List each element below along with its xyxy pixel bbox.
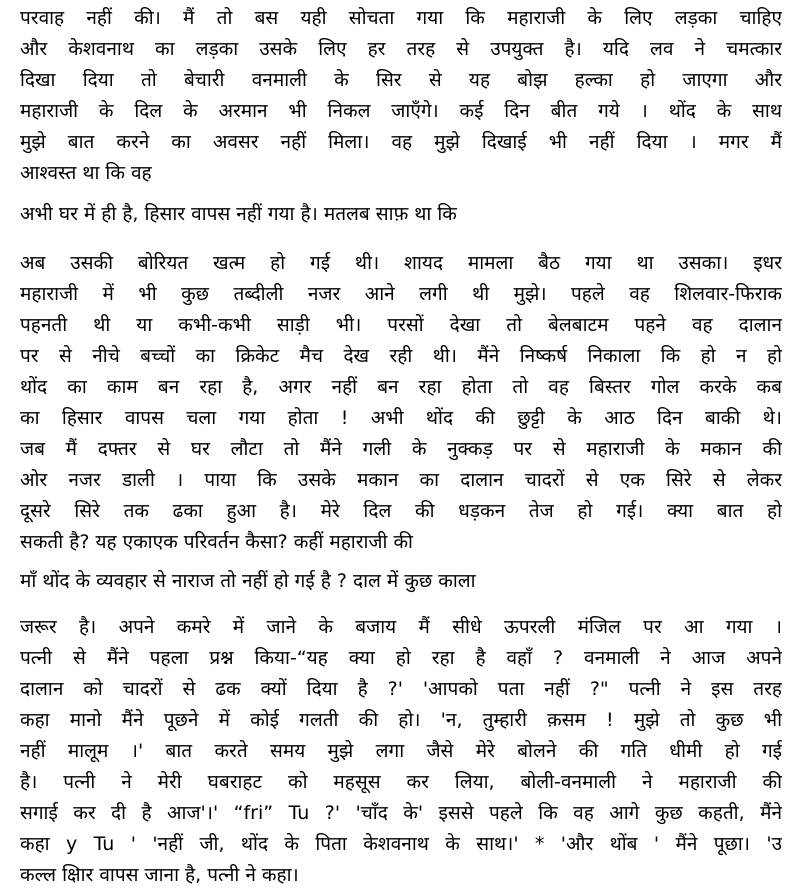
text-line: कहा y Tu ' 'नहीं जी, थोंद के पिता केशवनाथ के साथ।' * 'और थोंब ' मैंने पूछा। 'उ	[20, 833, 782, 855]
text-line: है। पत्नी ने मेरी घबराहट को महसूस कर लिया, बोली-वनमाली ने महाराजी की	[20, 771, 782, 793]
text-line: पत्नी से मैंने पहला प्रश्न किया-“यह क्या हो रहा है वहाँ ? वनमाली ने आज अपने	[20, 647, 782, 669]
text-line: दालान को चादरों से ढक क्यों दिया है ?' 'आपको पता नहीं ?" पत्नी ने इस तरह	[20, 678, 782, 700]
text-line: कल्ल क्षिार वापस जाना है, पत्नी ने कहा।	[20, 864, 299, 886]
text-line: थोंद का काम बन रहा है, अगर नहीं बन रहा होता तो वह बिस्तर गोल करके कब	[20, 376, 782, 398]
text-line: सगाई कर दी है आज'।' “fri” Tu ?' 'चाँद के' इससे पहले कि वह आगे कुछ कहती, मैंने	[20, 802, 782, 824]
text-line: नहीं मालूम ।' बात करते समय मुझे लगा जैसे मेरे बोलने की गति धीमी हो गई	[20, 740, 782, 762]
text-line: सकती है? यह एकाएक परिवर्तन कैसा? कहीं महाराजी की	[20, 531, 413, 553]
text-line: मुझे बात करने का अवसर नहीं मिला। वह मुझे दिखाई भी नहीं दिया । मगर मैं	[20, 131, 782, 153]
paragraph	[20, 248, 782, 558]
paragraph	[20, 566, 782, 597]
text-line: महाराजी में भी कुछ तब्दीली नजर आने लगी थी मुझे। पहले वह शिलवार-फिराक	[20, 283, 782, 305]
text-line: अभी घर में ही है, हिसार वापस नहीं गया है। मतलब साफ़ था कि	[20, 203, 457, 225]
text-line: जरूर है। अपने कमरे में जाने के बजाय मैं सीधे ऊपरली मंजिल पर आ गया ।	[20, 616, 782, 638]
text-line: दिखा दिया तो बेचारी वनमाली के सिर से यह बोझ हल्का हो जाएगा और	[20, 69, 782, 91]
text-line: का हिसार वापस चला गया होता ! अभी थोंद की छुट्टी के आठ दिन बाकी थे।	[20, 407, 782, 429]
text-line: पर से नीचे बच्चों का क्रिकेट मैच देख रही थी। मैंने निष्कर्ष निकाला कि हो न हो	[20, 345, 782, 367]
paragraph	[20, 3, 782, 189]
paragraph	[20, 199, 782, 230]
text-line: माँ थोंद के व्यवहार से नाराज तो नहीं हो गई है ? दाल में कुछ काला	[20, 570, 476, 592]
text-line: दूसरे सिरे तक ढका हुआ है। मेरे दिल की धड़कन तेज हो गई। क्या बात हो	[20, 500, 782, 522]
text-line: परवाह नहीं की। मैं तो बस यही सोचता गया कि महाराजी के लिए लड़का चाहिए	[20, 7, 782, 29]
text-line: कहा मानो मैंने पूछने में कोई गलती की हो। 'न, तुम्हारी क़सम ! मुझे तो कुछ भी	[20, 709, 782, 731]
text-line: ओर नजर डाली । पाया कि उसके मकान का दालान चादरों से एक सिरे से लेकर	[20, 469, 782, 491]
paragraph	[20, 612, 782, 891]
text-line: और केशवनाथ का लड़का उसके लिए हर तरह से उपयुक्त है। यदि लव ने चमत्कार	[20, 38, 782, 60]
text-line: पहनती थी या कभी-कभी साड़ी भी। परसों देखा तो बेलबाटम पहने वह दालान	[20, 314, 782, 336]
text-line: महाराजी के दिल के अरमान भी निकल जाएँगे। कई दिन बीत गये । थोंद के साथ	[20, 100, 782, 122]
text-line: अब उसकी बोरियत खत्म हो गई थी। शायद मामला बैठ गया था उसका। इधर	[20, 252, 782, 274]
text-line: आश्वस्त था कि वह	[20, 162, 152, 184]
text-line: जब मैं दफ्तर से घर लौटा तो मैंने गली के नुक्कड़ पर से महाराजी के मकान की	[20, 438, 782, 460]
